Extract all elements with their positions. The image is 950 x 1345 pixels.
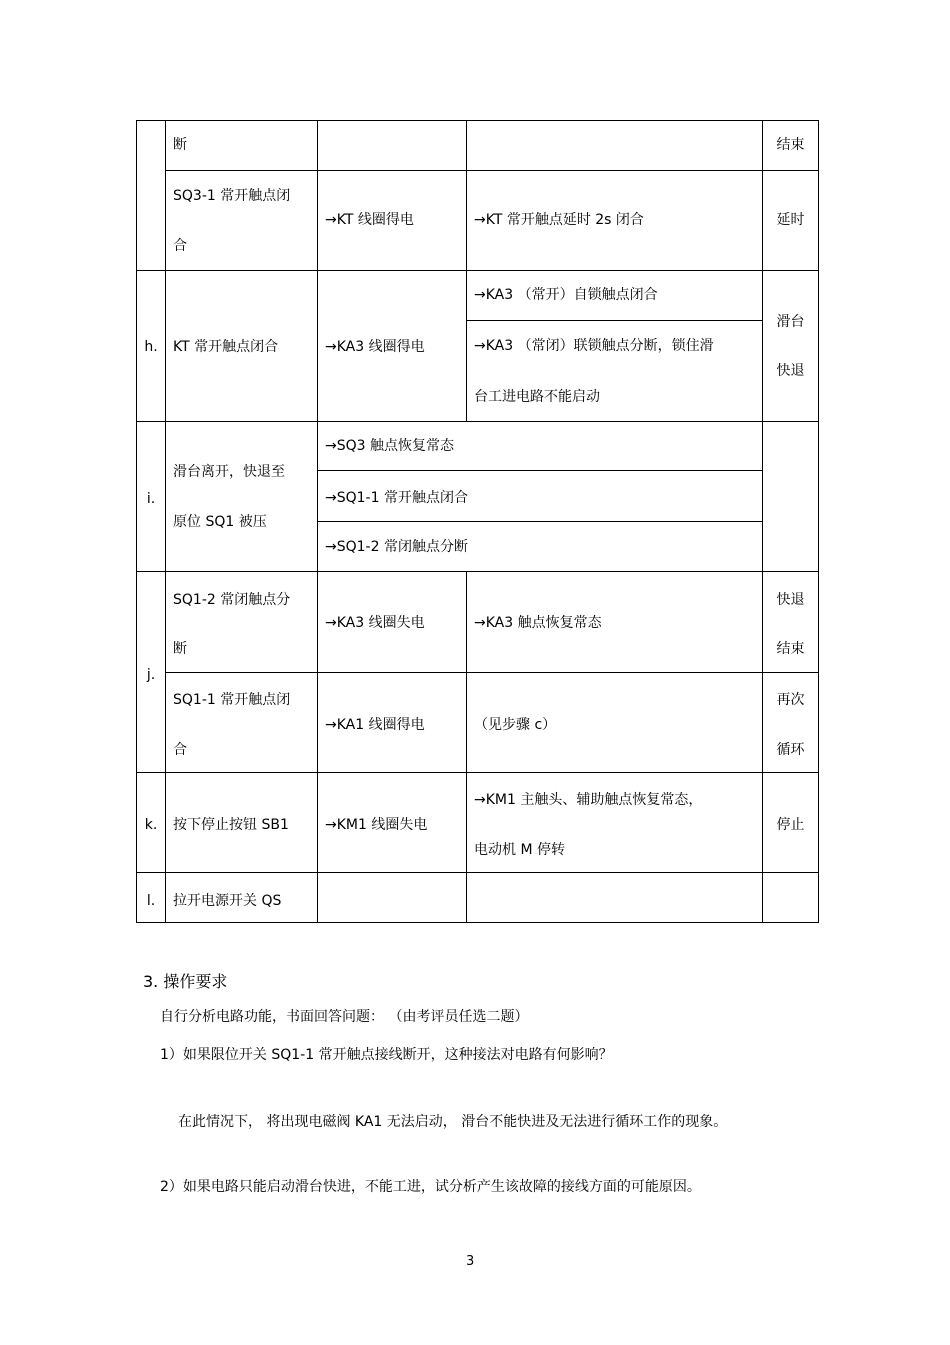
step-label: j. [146,667,156,683]
result-cell: 结束 [776,137,805,153]
table-border-top [136,120,819,121]
col-divider [762,120,763,923]
event-cell: 合 [173,742,187,758]
section-intro: 自行分析电路功能，书面回答问题： （由考评员任选二题） [160,1009,529,1025]
row-divider [136,571,819,572]
action-cell: →KA3 线圈得电 [325,339,425,355]
result-cell: 延时 [776,212,805,228]
row-divider [136,270,819,271]
col-divider [317,120,318,923]
row-divider [165,672,819,673]
event-cell: SQ1-1 常开触点闭 [173,692,291,708]
action-cell: →KA3 线圈失电 [325,615,425,631]
section-heading: 3. 操作要求 [143,972,228,991]
effect-cell: →KT 常开触点延时 2s 闭合 [474,212,644,228]
row-divider [317,521,762,522]
result-cell: 结束 [776,641,805,657]
action-cell: →KM1 线圈失电 [325,817,428,833]
answer-1: 在此情况下， 将出现电磁阀 KA1 无法启动， 滑台不能快进及无法进行循环工作的现象。 [178,1114,728,1130]
table-border-left [136,120,137,923]
effect-cell: →KA3 （常闭）联锁触点分断，锁住滑 [474,338,714,354]
row-divider [317,470,762,471]
page-number: 3 [466,1254,475,1269]
row-divider [136,421,819,422]
col-divider [466,120,467,422]
question-1: 1）如果限位开关 SQ1-1 常开触点接线断开，这种接法对电路有何影响？ [160,1047,613,1063]
action-cell: →SQ1-2 常闭触点分断 [325,539,468,555]
effect-cell: →KA3 （常开）自锁触点闭合 [474,287,658,303]
step-label: i. [146,491,156,507]
col-divider [165,120,166,923]
effect-cell: →KM1 主触头、辅助触点恢复常态， [474,792,703,808]
effect-cell: （见步骤 c） [474,717,557,733]
effect-cell: 台工进电路不能启动 [474,389,600,405]
table-border-bottom [136,922,819,923]
step-label: k. [144,817,158,833]
row-divider [136,872,819,873]
event-cell: 滑台离开，快退至 [173,464,285,480]
effect-cell: →KA3 触点恢复常态 [474,615,602,631]
event-cell: 合 [173,238,187,254]
row-divider [165,170,819,171]
table-border-right [818,120,819,923]
event-cell: 拉开电源开关 QS [173,893,282,909]
result-cell: 循环 [776,742,805,758]
action-cell: →SQ1-1 常开触点闭合 [325,490,468,506]
row-divider [136,772,819,773]
event-cell: 断 [173,641,187,657]
result-cell: 停止 [776,817,805,833]
result-cell: 快退 [776,363,805,379]
event-cell: 原位 SQ1 被压 [173,514,267,530]
event-cell: SQ1-2 常闭触点分 [173,592,291,608]
action-cell: →SQ3 触点恢复常态 [325,438,454,454]
event-cell: 断 [173,137,187,153]
event-cell: SQ3-1 常开触点闭 [173,188,291,204]
col-divider [466,571,467,923]
action-cell: →KA1 线圈得电 [325,717,425,733]
event-cell: KT 常开触点闭合 [173,339,279,355]
step-label: l. [146,893,156,909]
step-label: h. [144,339,158,355]
action-cell: →KT 线圈得电 [325,212,414,228]
row-divider [466,320,762,321]
result-cell: 再次 [776,692,805,708]
event-cell: 按下停止按钮 SB1 [173,817,289,833]
result-cell: 滑台 [776,314,805,330]
question-2: 2）如果电路只能启动滑台快进，不能工进，试分析产生该故障的接线方面的可能原因。 [160,1179,701,1195]
effect-cell: 电动机 M 停转 [474,842,565,858]
result-cell: 快退 [776,592,805,608]
